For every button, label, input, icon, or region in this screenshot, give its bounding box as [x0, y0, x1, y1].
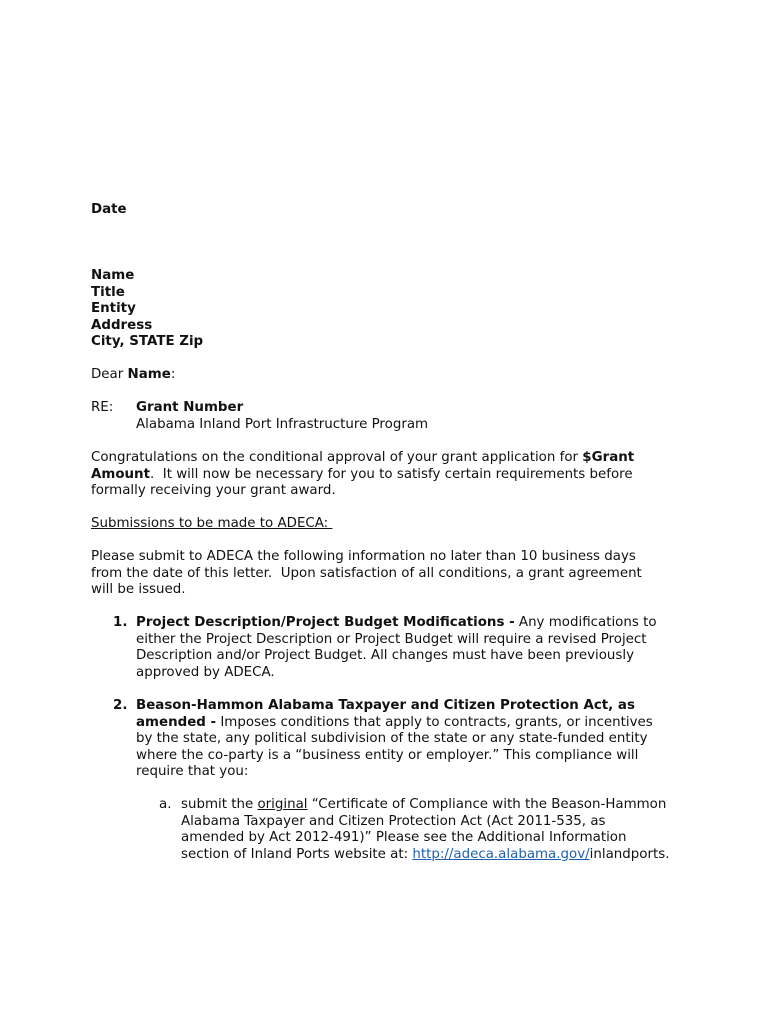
item-2-text-5: require that you:: [136, 764, 249, 779]
item-2-title-1: Beason-Hammon Alabama Taxpayer and Citizen Protection Act, as: [136, 698, 635, 713]
salutation-prefix: Dear: [91, 367, 128, 382]
recipient-address: Address: [91, 317, 153, 333]
intro-line-1: Please submit to ADECA the following information no later than 10 business days: [91, 549, 636, 564]
date: Date: [91, 202, 127, 217]
salutation: [91, 367, 175, 384]
item-1-number: 1.: [113, 615, 128, 630]
recipient-entity: Entity: [91, 301, 136, 316]
subitem-text-4a: section of Inland Ports website at:: [181, 846, 413, 862]
subitem-a-letter: a.: [159, 797, 172, 812]
recipient-block: [91, 268, 203, 351]
subitem-text-1a: submit the: [181, 797, 258, 812]
subitem-text-4b: inlandports.: [589, 846, 670, 862]
intro-line-3: will be issued.: [91, 582, 186, 597]
congrats-text-1: Congratulations on the conditional approval of your grant application for: [91, 450, 583, 465]
item-1-text-2: either the Project Description or Project Budget will require a revised Project: [136, 631, 647, 647]
adeca-link[interactable]: http://adeca.alabama.gov/: [412, 846, 590, 862]
subitem-text-1b: “Certificate of Compliance with the Beason-Hammon: [307, 797, 667, 812]
item-2-text-3: by the state, any political subdivision of the state or any state-funded entity: [136, 731, 648, 746]
grant-number: Grant Number: [136, 400, 244, 415]
subitem-text-3: amended by Act 2012-491)” Please see the Additional Information: [181, 830, 627, 845]
recipient-city-state-zip: City, STATE Zip: [91, 334, 204, 349]
subitem-text-2: Alabama Taxpayer and Citizen Protection Act (Act 2011-535, as: [181, 813, 606, 829]
salutation-suffix: :: [170, 367, 176, 382]
item-2-title-2: amended -: [136, 714, 217, 730]
salutation-name: Name: [127, 367, 171, 382]
item-1-text-3: Description and/or Project Budget. All changes must have been previously: [136, 648, 635, 663]
intro-paragraph: [91, 549, 642, 599]
item-1: [136, 615, 657, 681]
re-block: [136, 400, 428, 433]
subitem-a: [181, 797, 669, 863]
re-label: RE:: [91, 400, 114, 415]
recipient-title: Title: [91, 284, 125, 300]
congrats-text-3: formally receiving your grant award.: [91, 483, 336, 498]
congrats-text-2: . It will now be necessary for you to satisfy certain requirements before: [149, 466, 633, 482]
subitem-original: original: [257, 797, 308, 812]
submissions-heading: Submissions to be made to ADECA:: [91, 516, 333, 531]
item-1-text-1: Any modifications to: [514, 615, 657, 630]
congrats-paragraph: [91, 450, 634, 500]
grant-amount-2: Amount: [91, 466, 150, 482]
recipient-name: Name: [91, 268, 135, 283]
item-1-text-4: approved by ADECA.: [136, 664, 275, 680]
item-2-number: 2.: [113, 698, 128, 713]
item-2: [136, 698, 653, 781]
grant-amount-1: $Grant: [582, 450, 635, 465]
item-1-title: Project Description/Project Budget Modifications -: [136, 615, 515, 630]
item-2-text-2: Imposes conditions that apply to contracts, grants, or incentives: [216, 714, 653, 730]
item-2-text-4: where the co-party is a “business entity or employer.” This compliance will: [136, 747, 639, 763]
program-name: Alabama Inland Port Infrastructure Program: [136, 416, 429, 432]
intro-line-2: from the date of this letter. Upon satisfaction of all conditions, a grant agreement: [91, 565, 642, 581]
